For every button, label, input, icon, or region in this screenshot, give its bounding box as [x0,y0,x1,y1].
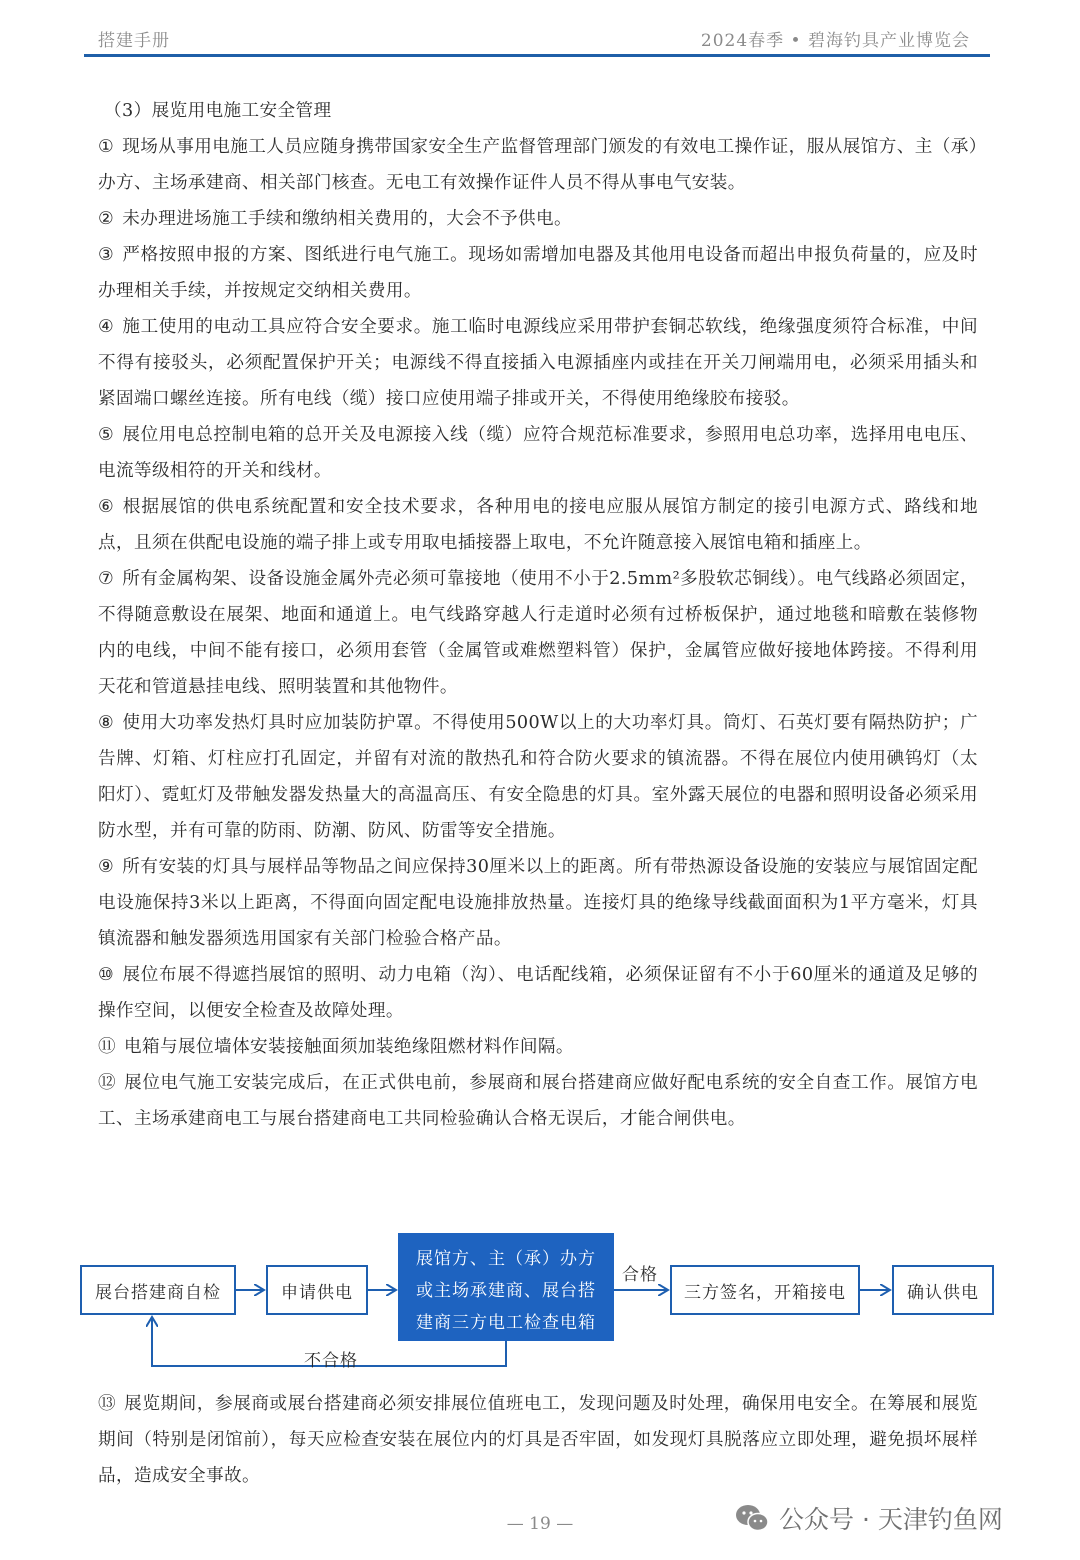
list-item: ③ 严格按照申报的方案、图纸进行电气施工。现场如需增加电器及其他用电设备而超出申报负荷量的，应及时办理相关手续，并按规定交纳相关费用。 [98,245,978,301]
flow-box-confirm-supply: 确认供电 [892,1265,994,1315]
list-item: ⑬ 展览期间，参展商或展台搭建商必须安排展位值班电工，发现问题及时处理，确保用电安全。在筹展和展览期间（特别是闭馆前），每天应检查安装在展位内的灯具是否牢固，如发现灯具脱落应立即处理，避免损坏展样品，造成安全事故。 [98,1394,978,1486]
list-item: ⑫ 展位电气施工安装完成后，在正式供电前，参展商和展台搭建商应做好配电系统的安全自查工作。展馆方电工、主场承建商电工与展台搭建商电工共同检验确认合格无误后，才能合闸供电。 [98,1073,978,1129]
watermark-text: 公众号 · 天津钓鱼网 [779,1505,1003,1534]
flow-box-three-party-check: 展馆方、主（承）办方 或主场承建商、展台搭 建商三方电工检查电箱 [398,1233,614,1341]
header-divider [84,54,990,57]
list-item: ⑧ 使用大功率发热灯具时应加装防护罩。不得使用500W以上的大功率灯具。筒灯、石英灯要有隔热防护；广告牌、灯箱、灯柱应打孔固定，并留有对流的散热孔和符合防火要求的镇流器。不得在展位内使用碘钨灯（太阳灯）、霓虹灯及带触发器发热量大的高温高压、有安全隐患的灯具。室外露天展位的电器和照明设备必须采用防水型，并有可靠的防雨、防潮、防风、防雷等安全措施。 [98,713,978,841]
header-left-title: 搭建手册 [98,31,170,51]
list-item: ⑨ 所有安装的灯具与展样品等物品之间应保持30厘米以上的距离。所有带热源设备设施的安装应与展馆固定配电设施保持3米以上距离，不得面向固定配电设施排放热量。连接灯具的绝缘导线截面面积为1平方毫米，灯具镇流器和触发器须选用国家有关部门检验合格产品。 [98,857,978,949]
watermark [735,1498,1003,1538]
flow-box-self-check: 展台搭建商自检 [80,1265,236,1315]
list-item: ⑤ 展位用电总控制电箱的总开关及电源接入线（缆）应符合规范标准要求，参照用电总功率，选择用电电压、电流等级相符的开关和线材。 [98,425,978,481]
list-item: ① 现场从事用电施工人员应随身携带国家安全生产监督管理部门颁发的有效电工操作证，服从展馆方、主（承）办方、主场承建商、相关部门核查。无电工有效操作证件人员不得从事电气安装。 [98,137,978,193]
flow-box-sign-connect: 三方签名，开箱接电 [670,1265,860,1315]
wechat-icon [735,1503,769,1533]
main-content [98,93,978,1137]
list-item: ⑥ 根据展馆的供电系统配置和安全技术要求，各种用电的接电应服从展馆方制定的接引电源方式、路线和地点，且须在供配电设施的端子排上或专用取电插接器上取电，不允许随意接入展馆电箱和插座上。 [98,497,978,553]
list-item: ② 未办理进场施工手续和缴纳相关费用的，大会不予供电。 [98,209,573,229]
page-number: — 19 — [506,1514,574,1534]
flow-pass-label: 合格 [622,1265,658,1285]
list-item: ⑦ 所有金属构架、设备设施金属外壳必须可靠接地（使用不小于2.5mm²多股软芯铜线）。电气线路必须固定，不得随意敷设在展架、地面和通道上。电气线路穿越人行走道时必须有过桥板保护，通过地毯和暗敷在装修物内的电线，中间不能有接口，必须用套管（金属管或难燃塑料管）保护，金属管应做好接地体跨接。不得利用天花和管道悬挂电线、照明装置和其他物件。 [98,569,978,697]
list-item: ④ 施工使用的电动工具应符合安全要求。施工临时电源线应采用带护套铜芯软线，绝缘强度须符合标准，中间不得有接驳头，必须配置保护开关；电源线不得直接插入电源插座内或挂在开关刀闸端用电，必须采用插头和紧固端口螺丝连接。所有电线（缆）接口应使用端子排或开关，不得使用绝缘胶布接驳。 [98,317,978,409]
list-item: ⑪ 电箱与展位墙体安装接触面须加装绝缘阻燃材料作间隔。 [98,1037,574,1057]
list-item: ⑩ 展位布展不得遮挡展馆的照明、动力电箱（沟）、电话配线箱，必须保证留有不小于60厘米的通道及足够的操作空间，以便安全检查及故障处理。 [98,965,978,1021]
flow-fail-label: 不合格 [304,1351,358,1371]
header-right-title: 2024春季 • 碧海钓具产业博览会 [700,31,970,51]
flow-box-apply-power: 申请供电 [266,1265,368,1315]
section-title: （3）展览用电施工安全管理 [104,101,332,121]
main-content-continued [98,1386,978,1494]
